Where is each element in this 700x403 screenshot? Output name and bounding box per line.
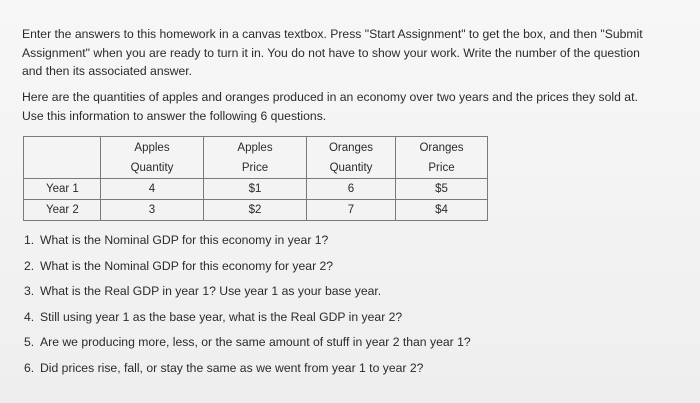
list-item (24, 307, 471, 333)
cell-oranges-price: $5 (396, 179, 488, 200)
question-number: 5. (24, 335, 35, 350)
row-label: Year 2 (24, 200, 101, 221)
question-text: What is the Nominal GDP for this economy in year 1? (40, 233, 329, 247)
question-text: Still using year 1 as the base year, what is the Real GDP in year 2? (40, 309, 403, 324)
cell-oranges-quantity: 6 (307, 179, 396, 200)
table-header-row (24, 137, 488, 179)
list-item (24, 332, 471, 358)
instructions-line-2: Assignment" when you are ready to turn it in. You do not have to show your work. Write the number of the question (22, 45, 640, 60)
instructions-line-1: Enter the answers to this homework in a canvas textbox. Press "Start Assignment" to get the box, and then "Submit (22, 27, 643, 41)
question-number: 1. (24, 233, 35, 247)
cell-apples-price: $2 (204, 200, 307, 221)
question-number: 6. (24, 360, 35, 375)
question-text: Did prices rise, fall, or stay the same as we went from year 1 to year 2? (40, 360, 424, 375)
list-item (24, 230, 471, 256)
production-table (23, 136, 488, 221)
intro-paragraph (22, 88, 662, 125)
intro-line-1: Here are the quantities of apples and oranges produced in an economy over two years and the prices they sold at. (22, 90, 638, 104)
list-item (24, 281, 471, 307)
row-label: Year 1 (24, 179, 101, 200)
table-row (24, 179, 488, 200)
instructions-line-3: and then its associated answer. (22, 64, 193, 78)
cell-apples-quantity: 4 (101, 179, 204, 200)
question-text: Are we producing more, less, or the same amount of stuff in year 2 than year 1? (40, 335, 471, 350)
cell-apples-price: $1 (204, 179, 307, 200)
list-item (24, 358, 471, 384)
header-cell-apples-price: Apples Price (204, 137, 307, 179)
question-text: What is the Real GDP in year 1? Use year 1 as your base year. (40, 284, 382, 299)
table-row (24, 200, 488, 221)
header-cell-apples-quantity: Apples Quantity (101, 137, 204, 179)
instructions-paragraph (22, 25, 662, 81)
header-cell-oranges-quantity: Oranges Quantity (307, 137, 396, 179)
question-number: 2. (24, 258, 35, 273)
question-number: 3. (24, 284, 35, 299)
header-cell-oranges-price: Oranges Price (396, 137, 488, 179)
cell-oranges-price: $4 (396, 200, 488, 221)
question-text: What is the Nominal GDP for this economy for year 2? (40, 258, 334, 273)
header-cell-blank (24, 137, 101, 179)
intro-line-2: Use this information to answer the following 6 questions. (22, 108, 327, 123)
cell-oranges-quantity: 7 (307, 200, 396, 221)
list-item (24, 256, 471, 282)
question-list (24, 230, 471, 384)
cell-apples-quantity: 3 (101, 200, 204, 221)
question-number: 4. (24, 309, 35, 324)
